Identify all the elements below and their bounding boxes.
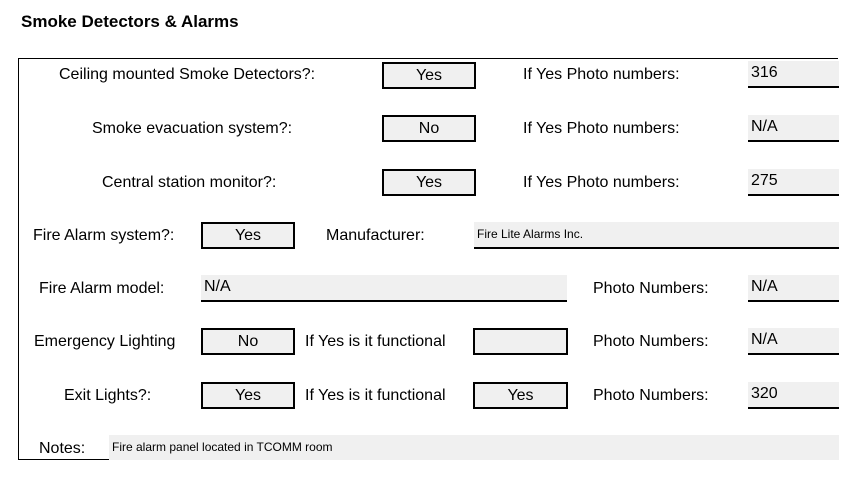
exit-functional-field[interactable]: Yes bbox=[473, 382, 568, 409]
notes-label: Notes: bbox=[39, 440, 86, 457]
fire-alarm-system-label: Fire Alarm system?: bbox=[33, 227, 175, 244]
evacuation-photo-field[interactable]: N/A bbox=[748, 115, 839, 142]
exit-lights-field[interactable]: Yes bbox=[201, 382, 295, 409]
central-monitor-field[interactable]: Yes bbox=[382, 169, 476, 196]
ceiling-detectors-field[interactable]: Yes bbox=[382, 62, 476, 89]
fire-alarm-model-field[interactable]: N/A bbox=[201, 275, 567, 302]
emergency-functional-label: If Yes is it functional bbox=[305, 333, 446, 350]
manufacturer-label: Manufacturer: bbox=[326, 227, 425, 244]
central-monitor-label: Central station monitor?: bbox=[102, 174, 277, 191]
ceiling-detectors-label: Ceiling mounted Smoke Detectors?: bbox=[59, 66, 316, 83]
evacuation-photo-label: If Yes Photo numbers: bbox=[523, 120, 680, 137]
smoke-evacuation-field[interactable]: No bbox=[382, 115, 476, 142]
fire-alarm-system-field[interactable]: Yes bbox=[201, 222, 295, 249]
notes-field[interactable]: Fire alarm panel located in TCOMM room bbox=[109, 435, 839, 460]
model-photo-label: Photo Numbers: bbox=[593, 280, 709, 297]
exit-photo-field[interactable]: 320 bbox=[748, 382, 839, 409]
emergency-photo-field[interactable]: N/A bbox=[748, 328, 839, 355]
section-title: Smoke Detectors & Alarms bbox=[21, 12, 239, 31]
ceiling-photo-field[interactable]: 316 bbox=[748, 61, 839, 88]
central-photo-field[interactable]: 275 bbox=[748, 169, 839, 196]
fire-alarm-model-label: Fire Alarm model: bbox=[39, 280, 165, 297]
exit-lights-label: Exit Lights?: bbox=[64, 387, 152, 404]
exit-functional-label: If Yes is it functional bbox=[305, 387, 446, 404]
smoke-detectors-form bbox=[18, 58, 838, 460]
manufacturer-field[interactable]: Fire Lite Alarms Inc. bbox=[474, 222, 839, 249]
emergency-lighting-label: Emergency Lighting bbox=[34, 333, 176, 350]
exit-photo-label: Photo Numbers: bbox=[593, 387, 709, 404]
central-photo-label: If Yes Photo numbers: bbox=[523, 174, 680, 191]
emergency-functional-field[interactable] bbox=[473, 328, 568, 355]
smoke-evacuation-label: Smoke evacuation system?: bbox=[92, 120, 293, 137]
emergency-lighting-field[interactable]: No bbox=[201, 328, 295, 355]
ceiling-photo-label: If Yes Photo numbers: bbox=[523, 66, 680, 83]
model-photo-field[interactable]: N/A bbox=[748, 275, 839, 302]
emergency-photo-label: Photo Numbers: bbox=[593, 333, 709, 350]
